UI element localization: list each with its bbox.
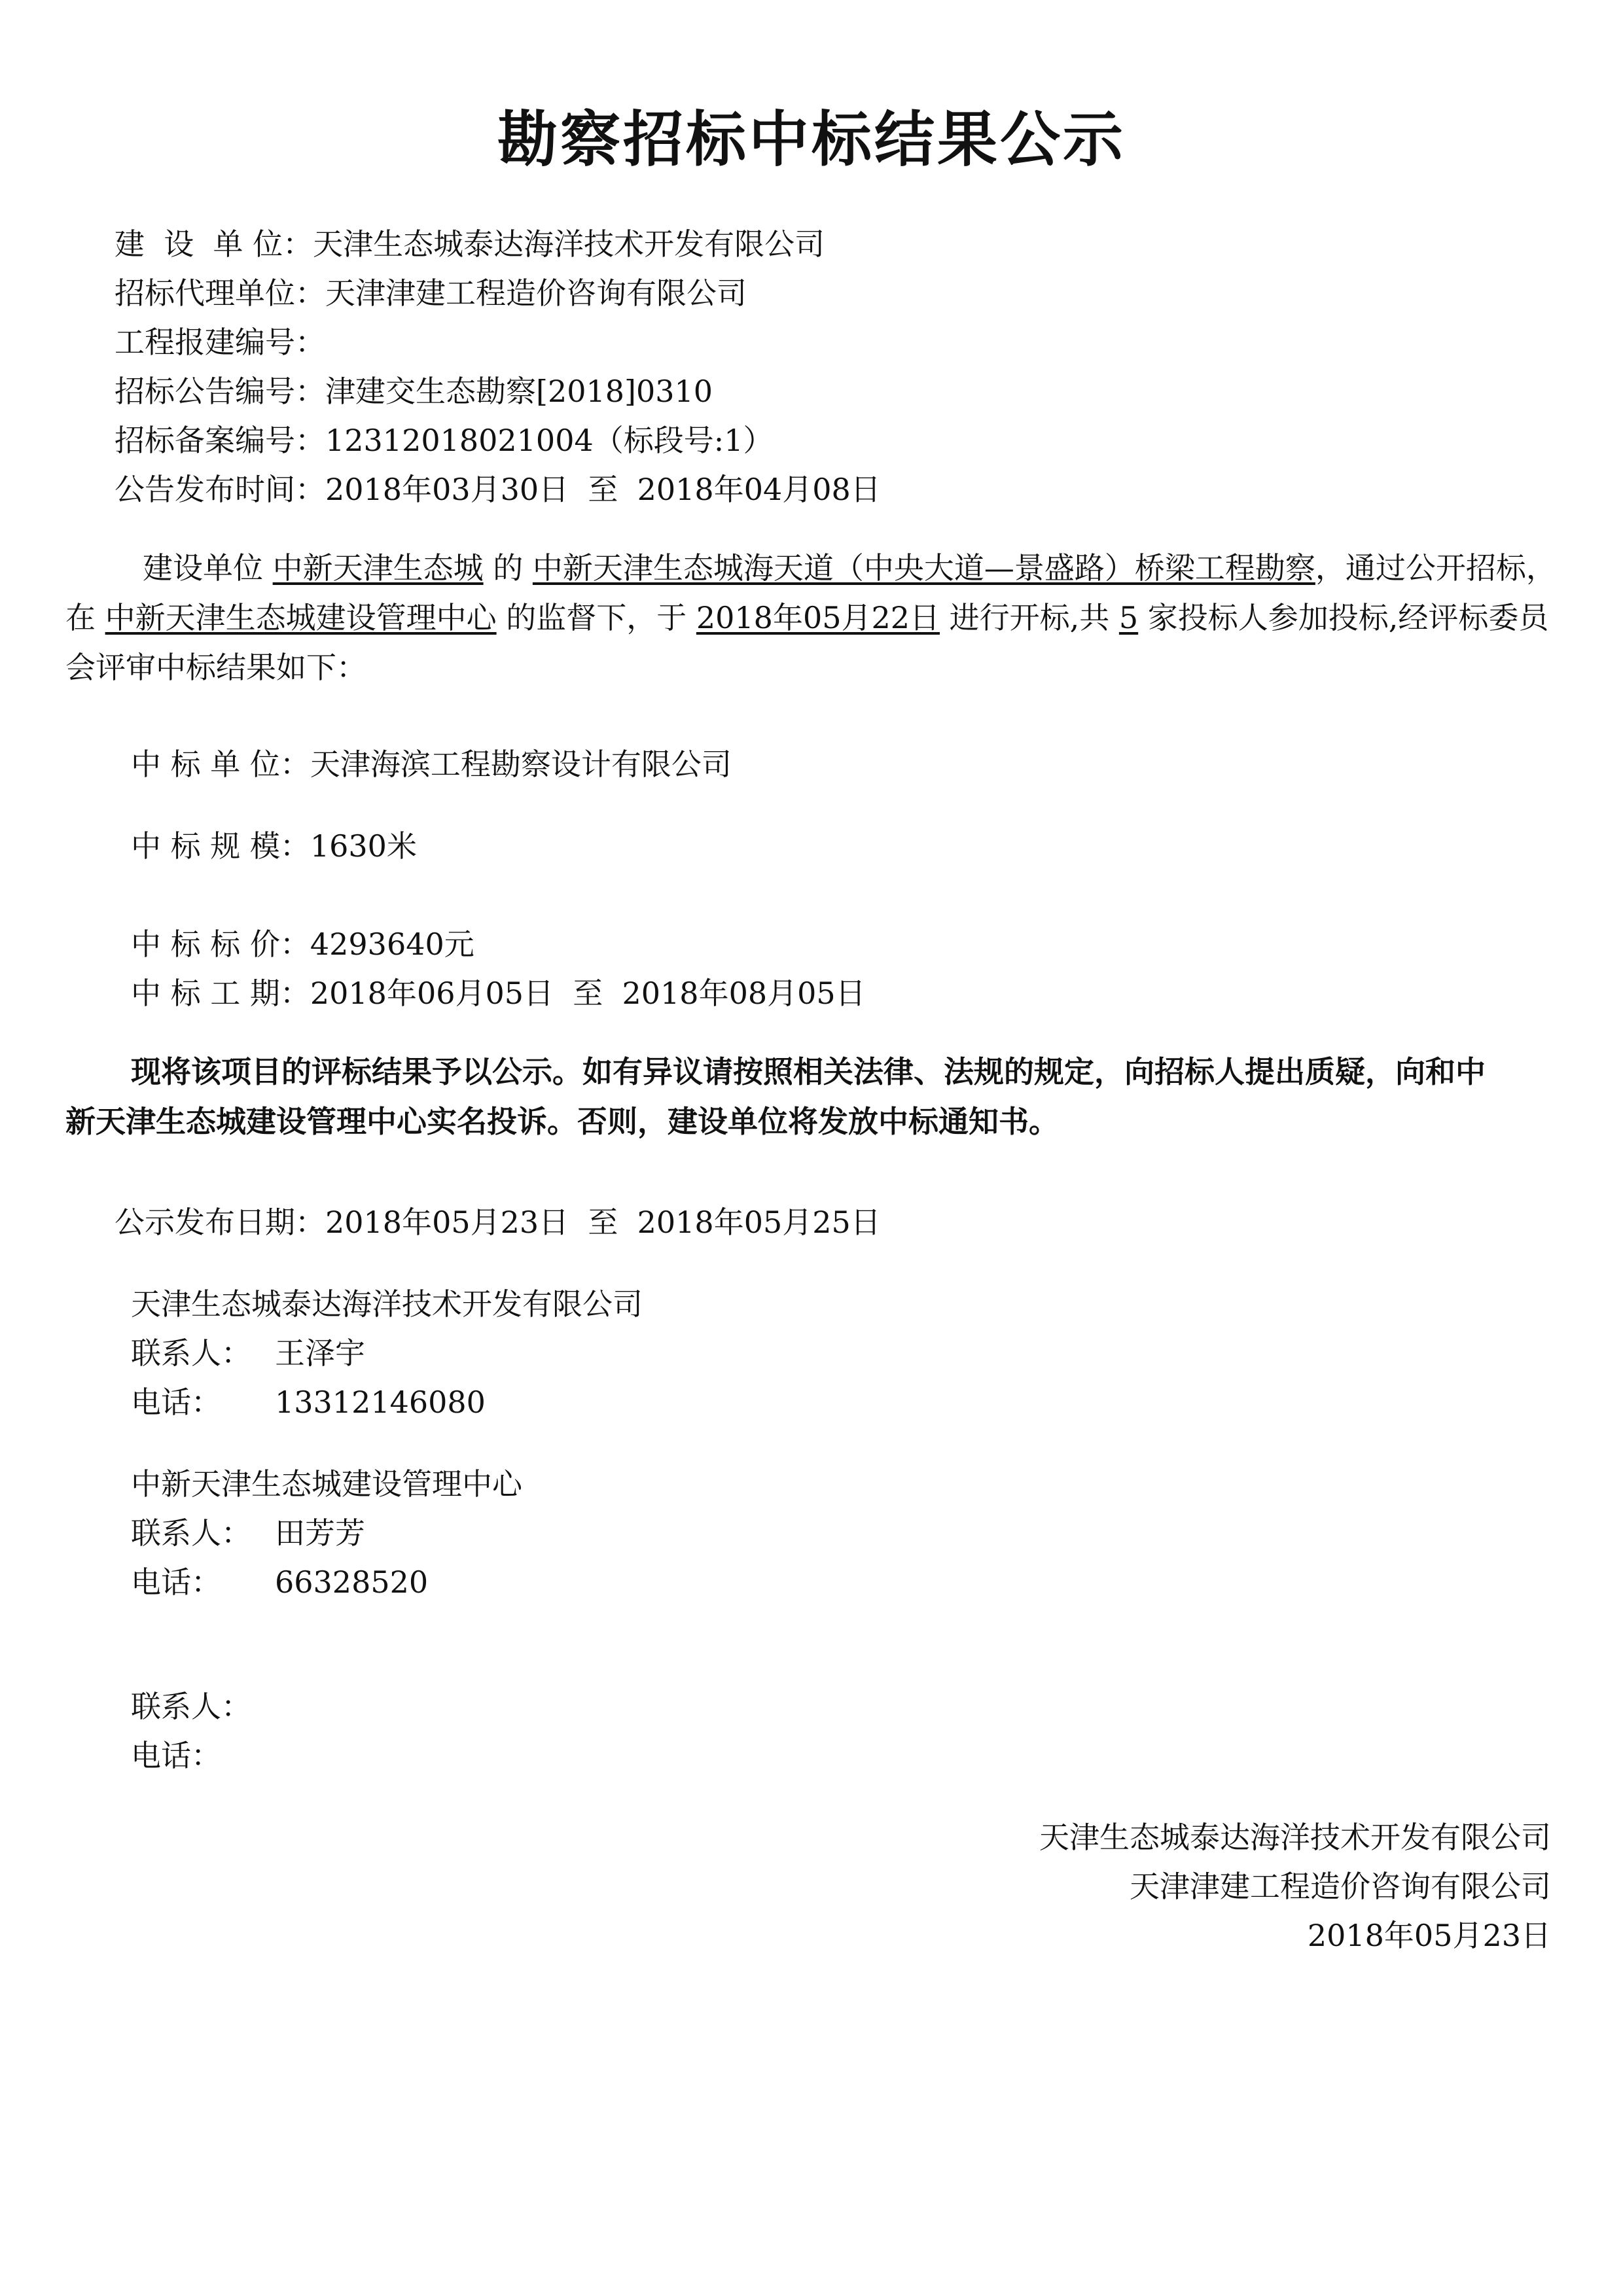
result-price [131, 926, 474, 963]
result-winner [131, 746, 732, 783]
header-label: 招标备案编号： [115, 423, 325, 458]
contact-phone-label: 电话： [131, 1564, 221, 1600]
header-label: 招标公告编号： [115, 374, 325, 409]
header-value: 天津生态城泰达海洋技术开发有限公司 [313, 226, 825, 262]
result-value: 2018年06月05日 至 2018年08月05日 [310, 976, 866, 1011]
intro-text: 进行开标,共 [949, 600, 1110, 635]
header-row-registration [115, 324, 325, 361]
result-value: 天津海滨工程勘察设计有限公司 [310, 747, 732, 782]
publicity-dates [115, 1204, 881, 1241]
intro-text: 的 [493, 550, 524, 586]
intro-text: 家投标人参加投标,经评标委员会评审中标结果如下： [65, 600, 1549, 685]
header-value: 2018年03月30日 至 2018年04月08日 [325, 472, 881, 507]
header-row-publish-time [115, 471, 881, 508]
result-label: 中 标 单 位： [131, 747, 310, 782]
contact-person-label: 联系人： [131, 1515, 251, 1551]
intro-text: 建设单位 [143, 550, 263, 586]
header-value: 天津津建工程造价咨询有限公司 [325, 275, 747, 311]
result-label: 中 标 标 价： [131, 927, 310, 962]
header-row-announcement-no [115, 373, 713, 410]
result-period [131, 975, 866, 1012]
contact-phone: 13312146080 [275, 1385, 486, 1420]
contact-person-row [131, 1515, 365, 1551]
header-row-filing-no [115, 422, 774, 459]
page-title: 勘察招标中标结果公示 [497, 105, 1126, 175]
header-row-agent [115, 275, 747, 311]
header-label: 工程报建编号： [115, 325, 325, 360]
owner-name: 中新天津生态城 [272, 550, 484, 586]
contact-person: 田芳芳 [275, 1515, 365, 1551]
contact-phone-row [131, 1564, 428, 1600]
publicity-value: 2018年05月23日 至 2018年05月25日 [325, 1205, 881, 1240]
header-label: 公告发布时间： [115, 472, 325, 507]
signature-org-2: 天津津建工程造价咨询有限公司 [1130, 1869, 1551, 1904]
contact-person-row [131, 1335, 365, 1371]
header-row-builder [115, 226, 825, 262]
publicity-label: 公示发布日期： [115, 1205, 325, 1240]
contact-phone-row [131, 1737, 221, 1774]
contact-person: 王泽宇 [275, 1335, 365, 1371]
intro-paragraph [65, 543, 1564, 692]
bidder-count: 5 [1118, 600, 1139, 635]
contact-phone-row [131, 1384, 486, 1421]
contact-phone-label: 电话： [131, 1738, 221, 1773]
signature-org-1: 天津生态城泰达海洋技术开发有限公司 [1039, 1820, 1551, 1855]
header-label: 招标代理单位： [115, 275, 325, 311]
contact-phone-label: 电话： [131, 1385, 221, 1420]
contact-org: 中新天津生态城建设管理中心 [131, 1466, 522, 1502]
result-label: 中 标 规 模： [131, 828, 310, 864]
contact-phone: 66328520 [275, 1564, 429, 1600]
result-scale [131, 828, 417, 864]
header-label: 建 设 单 位： [115, 226, 313, 262]
result-value: 1630米 [310, 828, 417, 864]
contact-person-row [131, 1688, 251, 1725]
result-value: 4293640元 [310, 927, 474, 962]
contact-org: 天津生态城泰达海洋技术开发有限公司 [131, 1286, 643, 1322]
open-date: 2018年05月22日 [696, 600, 940, 635]
project-name: 中新天津生态城海天道（中央大道—景盛路）桥梁工程勘察 [532, 550, 1315, 586]
header-value: 12312018021004（标段号:1） [325, 423, 774, 458]
intro-text: ，通过公开招标，在 [65, 550, 1556, 635]
notice-paragraph: 现将该项目的评标结果予以公示。如有异议请按照相关法律、法规的规定，向招标人提出质疑，向和中新天津生态城建设管理中心实名投诉。否则，建设单位将发放中标通知书。 [65, 1054, 1486, 1139]
signature-date: 2018年05月23日 [1307, 1918, 1551, 1953]
intro-text: 的监督下，于 [506, 600, 687, 635]
contact-person-label: 联系人： [131, 1335, 251, 1371]
result-label: 中 标 工 期： [131, 976, 310, 1011]
contact-person-label: 联系人： [131, 1689, 251, 1724]
supervisor-name: 中新天津生态城建设管理中心 [105, 600, 497, 635]
header-value: 津建交生态勘察[2018]0310 [325, 374, 713, 409]
